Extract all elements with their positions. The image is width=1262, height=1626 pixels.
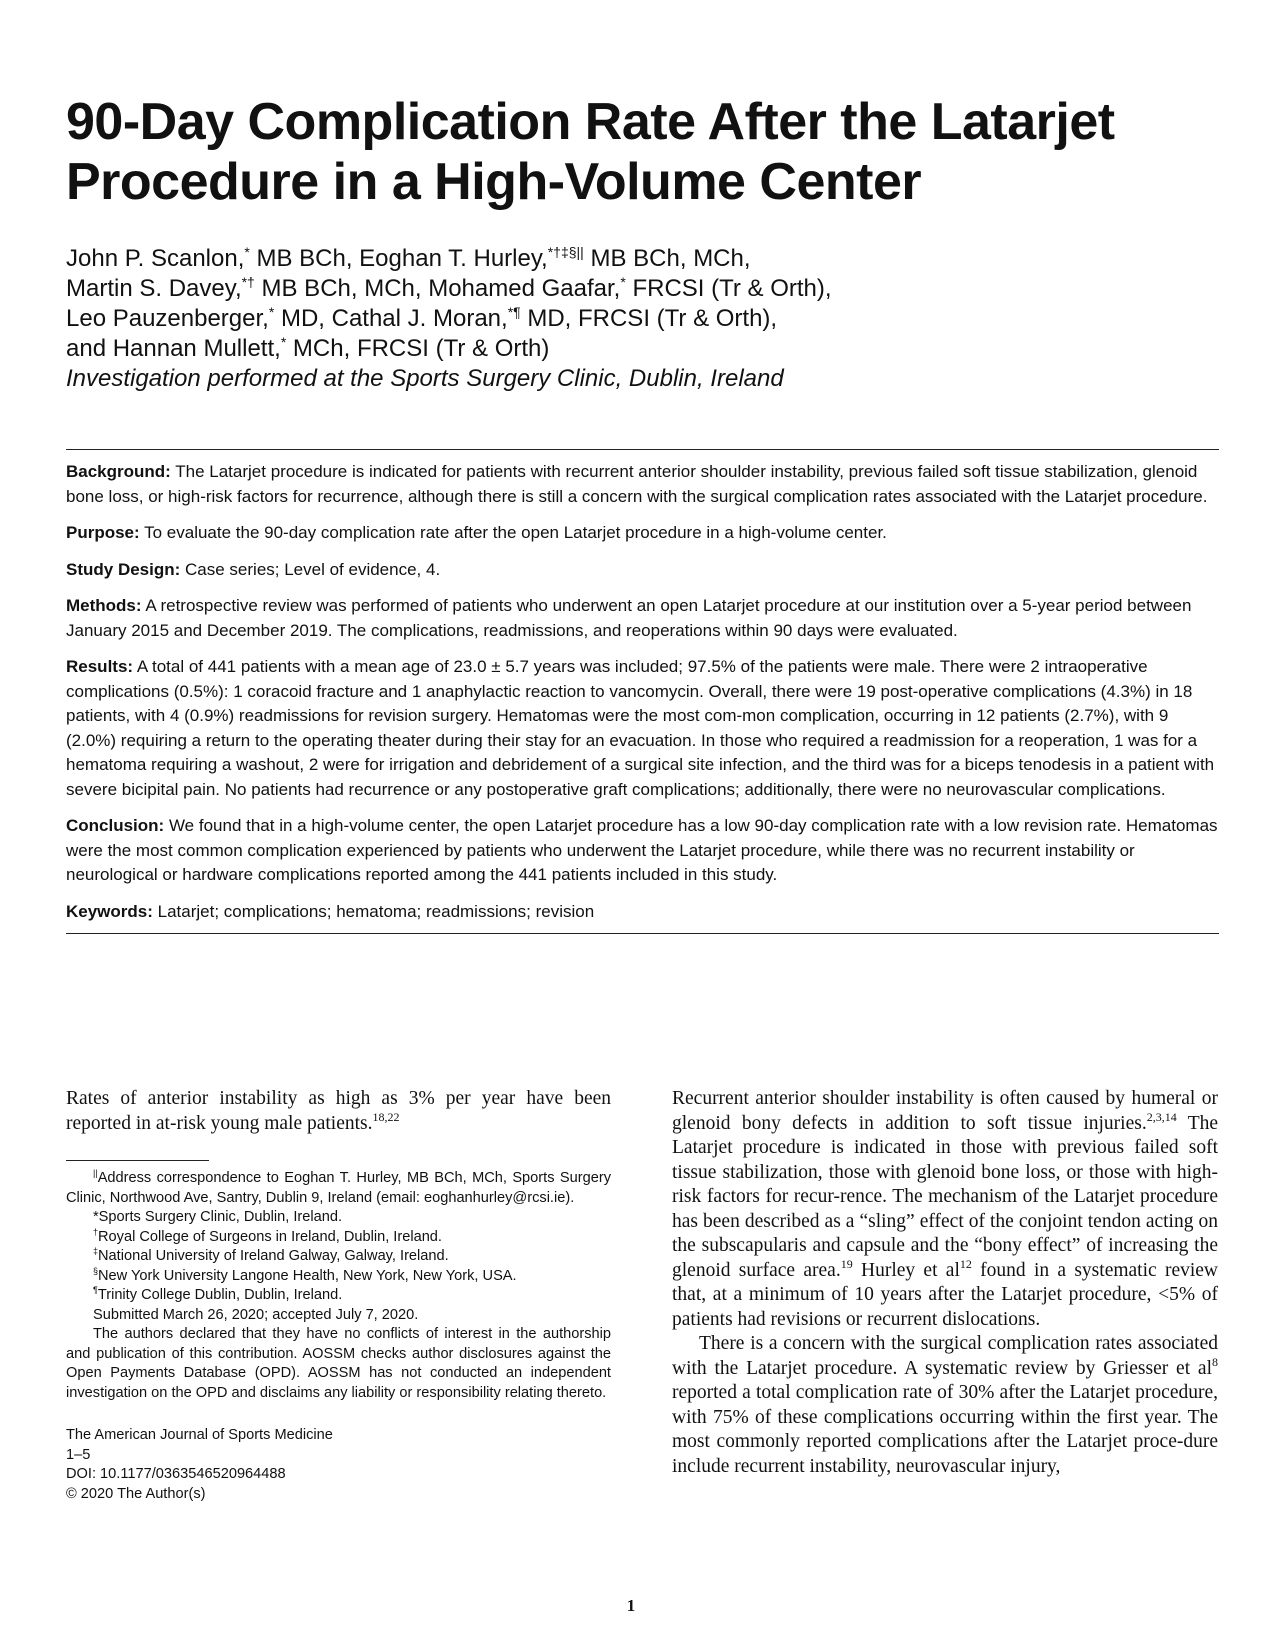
author-name: Leo Pauzenberger, (66, 305, 269, 332)
methods-label: Methods: (66, 596, 142, 615)
footnote-mark: || (93, 1168, 98, 1178)
author-degree: MCh, FRCSI (Tr & Orth) (286, 335, 550, 362)
footnote-mark: ¶ (93, 1285, 98, 1295)
affiliation-text: Royal College of Surgeons in Ireland, Dublin, Ireland. (98, 1228, 442, 1245)
abstract-keywords (66, 900, 1219, 925)
author-affiliation-mark: *†‡§|| (547, 244, 584, 260)
footnote-mark: ‡ (93, 1246, 99, 1256)
title-line-1: 90-Day Complication Rate After the Latarjet (66, 93, 1115, 151)
author-degree: MD, FRCSI (Tr & Orth), (520, 305, 778, 332)
footnote-divider (66, 1160, 209, 1161)
keywords-text: Latarjet; complications; hematoma; readmissions; revision (152, 901, 595, 921)
footnotes (66, 1169, 611, 1403)
body-paragraph-1 (672, 1087, 1218, 1332)
intro-text: Rates of anterior instability as high as 3% per year have been reported in at-risk young male patients. (66, 1088, 611, 1134)
author-affiliation-mark: * (268, 304, 275, 320)
affiliation-footnote (66, 1228, 611, 1248)
investigation-site: Investigation performed at the Sports Surgery Clinic, Dublin, Ireland (66, 365, 784, 392)
article-title (66, 92, 1216, 212)
journal-info (66, 1426, 611, 1504)
author-degree: MD, (274, 305, 332, 332)
author-affiliation-mark: *† (241, 274, 255, 290)
abstract-methods (66, 594, 1219, 643)
author-name: Eoghan T. Hurley, (359, 245, 548, 272)
author-degree: MB BCh, MCh, (254, 275, 429, 302)
author-affiliation-mark: * (280, 334, 287, 350)
intro-paragraph (66, 1087, 611, 1136)
citation-ref: 2,3,14 (1146, 1109, 1177, 1124)
body-text: Hurley et al (852, 1259, 960, 1281)
abstract (66, 449, 1219, 934)
journal-name: The American Journal of Sports Medicine (66, 1427, 333, 1443)
keywords-label: Keywords: (66, 901, 153, 921)
author-affiliation-mark: *¶ (507, 304, 521, 320)
author-line-3 (66, 304, 1186, 334)
body-text: found in a systematic review that, at a minimum of 10 years after the Latarjet procedure, <5% of patients had revisions or recurrent dislocations. (672, 1259, 1219, 1330)
author-name: John P. Scanlon, (66, 245, 245, 272)
affiliation-footnote: *Sports Surgery Clinic, Dublin, Ireland. (93, 1209, 343, 1225)
body-text: The Latarjet procedure is indicated in those with previous failed soft tissue stabilization, those with glenoid bone loss, or those with high-risk factors for recur-rence. The mechanism of the Latarjet procedure has been described as a “sling” effect of the conjoint tendon acting on the subscapularis and capsule and the “bony effect” of increasing the glenoid surface area. (672, 1112, 1219, 1281)
conflict-disclosure: The authors declared that they have no conflicts of interest in the authorship and publication of this contribution. AOSSM checks author disclosures against the Open Payments Database (OPD). AOSSM has not conducted an independent investigation on the OPD and disclaims any liability or responsibility relating thereto. (66, 1326, 611, 1401)
author-affiliation-mark: * (620, 274, 626, 290)
body-text: Recurrent anterior shoulder instability is often caused by humeral or glenoid bony defects in addition to soft tissue injuries. (672, 1088, 1218, 1134)
author-affiliation-mark: * (244, 244, 250, 260)
correspondence-text: Address correspondence to Eoghan T. Hurley, MB BCh, MCh, Sports Surgery Clinic, Northwood Ave, Santry, Dublin 9, Ireland (email: eoghanhurley@rcsi.ie). (66, 1170, 611, 1206)
abstract-background (66, 460, 1219, 509)
title-line-2: Procedure in a High-Volume Center (66, 153, 922, 211)
abstract-study-design (66, 558, 1219, 583)
journal-pages: 1–5 (66, 1446, 91, 1463)
purpose-text: To evaluate the 90-day complication rate after the open Latarjet procedure in a high-volume center. (139, 523, 887, 542)
conclusion-text: We found that in a high-volume center, the open Latarjet procedure has a low 90-day complication rate with a low revision rate. Hematomas were the most common complication experienced by patients who underwent the Latarjet procedure, while there was no recurrent instability or neurological or hardware complications reported among the 441 patients included in this study. (66, 816, 1218, 884)
study-design-label: Study Design: (66, 559, 181, 579)
submission-dates: Submitted March 26, 2020; accepted July 7, 2020. (93, 1306, 419, 1323)
citation-ref: 18,22 (372, 1109, 400, 1124)
author-line-1 (66, 244, 1186, 274)
abstract-conclusion (66, 814, 1219, 888)
body-text: There is a concern with the surgical complication rates associated with the Latarjet procedure. A systematic review by Griesser et al (672, 1333, 1218, 1379)
copyright: © 2020 The Author(s) (66, 1485, 206, 1502)
affiliation-text: New York University Langone Health, New York, New York, USA. (98, 1267, 517, 1284)
correspondence-footnote (66, 1169, 611, 1208)
affiliation-footnote (66, 1286, 611, 1306)
author-degree: MB BCh, MCh, (583, 245, 751, 272)
author-name: Cathal J. Moran, (331, 305, 508, 332)
left-column (66, 1087, 611, 1504)
affiliation-footnote (66, 1247, 611, 1267)
purpose-label: Purpose: (66, 523, 140, 542)
author-list (66, 244, 1186, 394)
citation-ref: 8 (1212, 1354, 1218, 1369)
background-label: Background: (66, 462, 171, 481)
right-column (672, 1087, 1218, 1479)
methods-text: A retrospective review was performed of patients who underwent an open Latarjet procedure at our institution over a 5-year period between January 2015 and December 2019. The complications, readmissions, and reoperations within 90 days were evaluated. (66, 596, 1192, 640)
body-paragraph-2 (672, 1332, 1218, 1479)
author-line-2 (66, 274, 1186, 304)
affiliation-footnote (66, 1267, 611, 1287)
background-text: The Latarjet procedure is indicated for patients with recurrent anterior shoulder instability, previous failed soft tissue stabilization, glenoid bone loss, or high-risk factors for recurrence, although there is still a concern with the surgical complication rates associated with the Latarjet procedure. (66, 462, 1208, 506)
conclusion-label: Conclusion: (66, 816, 165, 835)
citation-ref: 19 (840, 1256, 853, 1271)
author-name: and Hannan Mullett, (66, 335, 281, 362)
author-degree: MB BCh, (249, 245, 360, 272)
abstract-results (66, 655, 1219, 802)
results-text: A total of 441 patients with a mean age of 23.0 ± 5.7 years was included; 97.5% of the patients were male. There were 2 intraoperative complications (0.5%): 1 coracoid fracture and 1 anaphylactic reaction to vancomycin. Overall, there were 19 post-operative complications (4.3%) in 18 patients, with 4 (0.9%) readmissions for revision surgery. Hematomas were the most com-mon complication, occurring in 12 patients (2.7%), with 9 (2.0%) requiring a return to the operating theater during their stay for an evacuation. In those who required a readmission for a reoperation, 1 was for a hematoma requiring a washout, 2 were for irrigation and debridement of a surgical site infection, and the third was for a biceps tenodesis in a patient with severe bicipital pain. No patients had recurrence or any postoperative graft complications; additionally, there were no neurovascular complications. (66, 657, 1215, 799)
citation-ref: 12 (959, 1256, 972, 1271)
abstract-purpose (66, 521, 1219, 546)
affiliation-text: National University of Ireland Galway, Galway, Ireland. (98, 1248, 449, 1264)
doi: DOI: 10.1177/0363546520964488 (66, 1466, 286, 1482)
results-label: Results: (66, 657, 134, 676)
study-design-text: Case series; Level of evidence, 4. (180, 559, 441, 579)
author-line-4 (66, 334, 1186, 364)
page-number: 1 (626, 1596, 636, 1615)
author-name: Mohamed Gaafar, (428, 275, 621, 302)
author-degree: FRCSI (Tr & Orth), (625, 275, 832, 302)
footnote-mark: § (93, 1265, 99, 1276)
affiliation-text: Trinity College Dublin, Dublin, Ireland. (97, 1287, 343, 1303)
body-text: reported a total complication rate of 30% after the Latarjet procedure, with 75% of these complications occurring within the first year. The most commonly reported complications after the Latarjet proce-dure include recurrent instability, neurovascular injury, (672, 1382, 1218, 1477)
author-name: Martin S. Davey, (66, 275, 242, 302)
footnote-mark: † (93, 1226, 99, 1237)
